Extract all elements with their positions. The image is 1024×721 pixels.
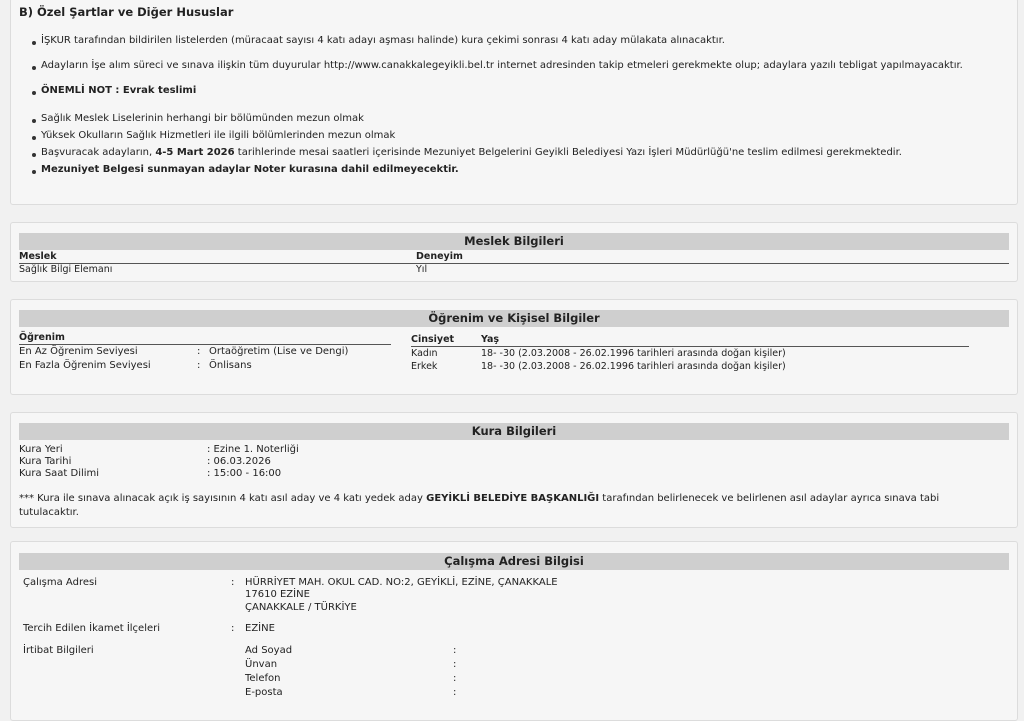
divider (19, 344, 391, 345)
bullet (32, 119, 36, 123)
lottery-note-line2: tutulacaktır. (19, 507, 79, 518)
gender-kadin: Kadın (411, 348, 438, 359)
lottery-note (19, 493, 939, 504)
bullet (32, 66, 36, 70)
colon: : (453, 687, 457, 698)
apply-sentence (41, 147, 902, 158)
contact-email-label: E-posta (245, 687, 283, 698)
bullet (32, 91, 36, 95)
colon: : (197, 346, 201, 357)
min-education-label: En Az Öğrenim Seviyesi (19, 346, 138, 357)
contact-label: İrtibat Bilgileri (23, 645, 94, 656)
colon: : (453, 645, 457, 656)
address-header: Çalışma Adresi Bilgisi (19, 553, 1009, 570)
warning-text: Mezuniyet Belgesi sunmayan adaylar Noter kurasına dahil edilmeyecektir. (41, 164, 459, 175)
lottery-note-post: tarafından belirlenecek ve belirlenen asıl adaylar ayrıca sınava tabi (602, 493, 940, 504)
terms-item-1: İŞKUR tarafından bildirilen listelerden (müracaat sayısı 4 katı adayı aşması halinde) kura çekimi sonrası 4 katı aday mülakata alınacaktır. (41, 35, 725, 46)
note-item-2: Yüksek Okulların Sağlık Hizmetleri ile ilgili bölümlerinden mezun olmak (41, 130, 396, 141)
profession-panel (10, 222, 1018, 282)
colon: : (453, 673, 457, 684)
lottery-time-value: : 15:00 - 16:00 (207, 468, 282, 479)
lottery-note-bold: GEYİKLİ BELEDİYE BAŞKANLIĞI (426, 493, 600, 504)
terms-title: B) Özel Şartlar ve Diğer Hususlar (19, 5, 234, 19)
district-label: Tercih Edilen İkamet İlçeleri (23, 623, 161, 634)
apply-pre: Başvuracak adayların, (41, 147, 153, 158)
lottery-date-label: Kura Tarihi (19, 456, 72, 467)
address-line-3: ÇANAKKALE / TÜRKİYE (245, 602, 357, 613)
col-meslek: Meslek (19, 251, 57, 262)
lottery-note-pre: *** Kura ile sınava alınacak açık iş sayısının 4 katı asıl aday ve 4 katı yedek aday (19, 493, 423, 504)
address-line-2: 17610 EZİNE (245, 589, 310, 600)
max-education-label: En Fazla Öğrenim Seviyesi (19, 360, 151, 371)
lottery-place-label: Kura Yeri (19, 444, 63, 455)
col-ogrenim: Öğrenim (19, 332, 65, 343)
colon: : (231, 623, 235, 634)
bullet (32, 41, 36, 45)
colon: : (453, 659, 457, 670)
terms-panel (10, 0, 1018, 205)
lottery-time-label: Kura Saat Dilimi (19, 468, 100, 479)
lottery-header: Kura Bilgileri (19, 423, 1009, 440)
apply-date: 4-5 Mart 2026 (155, 147, 235, 158)
deneyim-value: Yıl (416, 264, 428, 275)
divider (411, 346, 969, 347)
contact-phone-label: Telefon (245, 673, 281, 684)
contact-name-label: Ad Soyad (245, 645, 293, 656)
col-deneyim: Deneyim (416, 251, 463, 262)
address-panel (10, 541, 1018, 721)
gender-erkek: Erkek (411, 361, 438, 372)
contact-title-label: Ünvan (245, 659, 278, 670)
col-cinsiyet: Cinsiyet (411, 334, 455, 345)
min-education-value: Ortaöğretim (Lise ve Dengi) (209, 346, 349, 357)
col-yas: Yaş (481, 334, 500, 345)
bullet (32, 153, 36, 157)
age-kadin: 18- -30 (2.03.2008 - 26.02.1996 tarihleri arasında doğan kişiler) (481, 348, 786, 359)
bullet (32, 136, 36, 140)
colon: : (231, 577, 235, 588)
age-erkek: 18- -30 (2.03.2008 - 26.02.1996 tarihleri arasında doğan kişiler) (481, 361, 786, 372)
lottery-place-value: : Ezine 1. Noterliği (207, 444, 299, 455)
note-item-1: Sağlık Meslek Liselerinin herhangi bir bölümünden mezun olmak (41, 113, 364, 124)
address-label: Çalışma Adresi (23, 577, 97, 588)
colon: : (197, 360, 201, 371)
address-line-1: HÜRRİYET MAH. OKUL CAD. NO:2, GEYİKLİ, EZİNE, ÇANAKKALE (245, 577, 558, 588)
meslek-value: Sağlık Bilgi Elemanı (19, 264, 113, 275)
terms-item-2: Adayların İşe alım süreci ve sınava ilişkin tüm duyurular http://www.canakkalegeyikli.bel.tr internet adresinden takip etmeleri gerekmekte olup; adaylara yazılı tebligat yapılmayacaktır. (41, 60, 963, 71)
profession-header: Meslek Bilgileri (19, 233, 1009, 250)
education-panel (10, 299, 1018, 395)
divider (19, 263, 1009, 264)
lottery-date-value: : 06.03.2026 (207, 456, 271, 467)
education-header: Öğrenim ve Kişisel Bilgiler (19, 310, 1009, 327)
apply-post: tarihlerinde mesai saatleri içerisinde Mezuniyet Belgelerini Geyikli Belediyesi Yazı İşleri Müdürlüğü'ne teslim edilmesi gerekmektedir. (237, 147, 902, 158)
important-note-label: ÖNEMLİ NOT : Evrak teslimi (41, 85, 197, 96)
bullet (32, 170, 36, 174)
max-education-value: Önlisans (209, 360, 252, 371)
district-value: EZİNE (245, 623, 275, 634)
lottery-panel (10, 412, 1018, 528)
